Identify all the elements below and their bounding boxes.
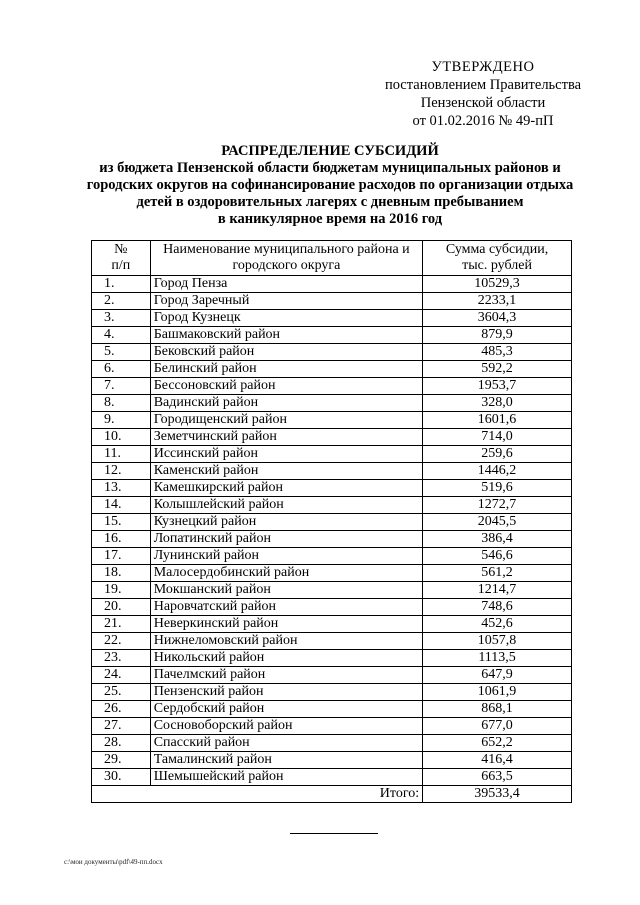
row-sum: 879,9 (423, 327, 572, 344)
total-label: Итого: (92, 786, 423, 803)
header-sum-line-2: тыс. рублей (462, 258, 532, 273)
row-sum: 868,1 (423, 701, 572, 718)
row-number: 6. (92, 361, 151, 378)
row-sum: 748,6 (423, 599, 572, 616)
table-row (92, 718, 572, 735)
row-name: Сердобский район (150, 701, 422, 718)
table-row (92, 633, 572, 650)
table-row (92, 531, 572, 548)
row-sum: 485,3 (423, 344, 572, 361)
row-sum: 416,4 (423, 752, 572, 769)
row-name: Иссинский район (150, 446, 422, 463)
table-body (92, 276, 572, 786)
subsidy-table (91, 240, 572, 803)
table-footer (92, 786, 572, 803)
row-sum: 1113,5 (423, 650, 572, 667)
table-row (92, 752, 572, 769)
heading-line-1: из бюджета Пензенской области бюджетам муниципальных районов и (99, 160, 561, 176)
header-name (150, 241, 422, 276)
row-number: 19. (92, 582, 151, 599)
row-sum: 1601,6 (423, 412, 572, 429)
row-name: Городищенский район (150, 412, 422, 429)
row-number: 27. (92, 718, 151, 735)
row-number: 22. (92, 633, 151, 650)
row-sum: 1953,7 (423, 378, 572, 395)
table-row (92, 599, 572, 616)
row-name: Никольский район (150, 650, 422, 667)
row-number: 13. (92, 480, 151, 497)
row-number: 7. (92, 378, 151, 395)
approval-stamp (378, 58, 588, 130)
header-row (92, 241, 572, 276)
table-row (92, 344, 572, 361)
approval-title: УТВЕРЖДЕНО (431, 59, 535, 75)
row-number: 18. (92, 565, 151, 582)
document-heading (60, 143, 600, 228)
header-name-line-2: городского округа (232, 258, 341, 273)
signature-line (290, 833, 378, 834)
row-name: Лопатинский район (150, 531, 422, 548)
row-sum: 1061,9 (423, 684, 572, 701)
table-row (92, 327, 572, 344)
table-row (92, 735, 572, 752)
row-sum: 2045,5 (423, 514, 572, 531)
row-number: 10. (92, 429, 151, 446)
row-sum: 663,5 (423, 769, 572, 786)
row-name: Сосновоборский район (150, 718, 422, 735)
row-number: 1. (92, 276, 151, 293)
row-number: 2. (92, 293, 151, 310)
table-row (92, 480, 572, 497)
table-row (92, 412, 572, 429)
row-sum: 519,6 (423, 480, 572, 497)
table-row (92, 293, 572, 310)
row-number: 4. (92, 327, 151, 344)
row-name: Мокшанский район (150, 582, 422, 599)
row-number: 11. (92, 446, 151, 463)
row-number: 5. (92, 344, 151, 361)
row-sum: 1272,7 (423, 497, 572, 514)
document-title: РАСПРЕДЕЛЕНИЕ СУБСИДИЙ (221, 143, 439, 159)
row-name: Земетчинский район (150, 429, 422, 446)
row-number: 21. (92, 616, 151, 633)
table-row (92, 463, 572, 480)
row-name: Наровчатский район (150, 599, 422, 616)
header-number-line-2: п/п (111, 258, 131, 273)
table-row (92, 565, 572, 582)
row-name: Тамалинский район (150, 752, 422, 769)
row-number: 20. (92, 599, 151, 616)
row-name: Колышлейский район (150, 497, 422, 514)
file-path: c:\мои документы\pdf\49-пп.docx (64, 858, 163, 866)
row-name: Пензенский район (150, 684, 422, 701)
header-name-line-1: Наименование муниципального района и (163, 242, 410, 257)
row-number: 26. (92, 701, 151, 718)
row-number: 30. (92, 769, 151, 786)
row-name: Лунинский район (150, 548, 422, 565)
approval-line-3: от 01.02.2016 № 49-пП (412, 113, 554, 129)
row-number: 23. (92, 650, 151, 667)
row-sum: 2233,1 (423, 293, 572, 310)
row-name: Неверкинский район (150, 616, 422, 633)
header-sum (423, 241, 572, 276)
row-name: Бессоновский район (150, 378, 422, 395)
header-number-line-1: № (114, 242, 128, 257)
row-name: Кузнецкий район (150, 514, 422, 531)
row-sum: 561,2 (423, 565, 572, 582)
row-name: Спасский район (150, 735, 422, 752)
approval-line-2: Пензенской области (420, 95, 546, 111)
table-row (92, 701, 572, 718)
row-sum: 647,9 (423, 667, 572, 684)
row-number: 28. (92, 735, 151, 752)
row-number: 16. (92, 531, 151, 548)
row-name: Город Пенза (150, 276, 422, 293)
row-name: Белинский район (150, 361, 422, 378)
row-name: Город Кузнецк (150, 310, 422, 327)
row-name: Камешкирский район (150, 480, 422, 497)
row-number: 25. (92, 684, 151, 701)
heading-line-4: в каникулярное время на 2016 год (217, 211, 443, 227)
row-sum: 714,0 (423, 429, 572, 446)
total-sum: 39533,4 (423, 786, 572, 803)
table-row (92, 378, 572, 395)
row-sum: 259,6 (423, 446, 572, 463)
table-row (92, 667, 572, 684)
table-row (92, 497, 572, 514)
header-sum-line-1: Сумма субсидии, (445, 242, 549, 257)
row-sum: 1446,2 (423, 463, 572, 480)
row-name: Каменский район (150, 463, 422, 480)
row-sum: 328,0 (423, 395, 572, 412)
row-name: Башмаковский район (150, 327, 422, 344)
row-sum: 452,6 (423, 616, 572, 633)
row-number: 9. (92, 412, 151, 429)
table-row (92, 684, 572, 701)
row-sum: 1214,7 (423, 582, 572, 599)
total-row (92, 786, 572, 803)
row-name: Бековский район (150, 344, 422, 361)
row-name: Шемышейский район (150, 769, 422, 786)
table-row (92, 769, 572, 786)
table-header (92, 241, 572, 276)
table-row (92, 616, 572, 633)
table-row (92, 514, 572, 531)
row-sum: 677,0 (423, 718, 572, 735)
row-number: 24. (92, 667, 151, 684)
table-row (92, 446, 572, 463)
heading-line-2: городских округов на софинансирование расходов по организации отдыха (86, 177, 574, 193)
table-row (92, 310, 572, 327)
row-sum: 1057,8 (423, 633, 572, 650)
table-row (92, 429, 572, 446)
row-number: 3. (92, 310, 151, 327)
header-number (92, 241, 151, 276)
row-number: 17. (92, 548, 151, 565)
table-row (92, 582, 572, 599)
table-row (92, 395, 572, 412)
table-row (92, 548, 572, 565)
table-row (92, 361, 572, 378)
approval-line-1: постановлением Правительства (384, 77, 582, 93)
row-number: 12. (92, 463, 151, 480)
row-name: Пачелмский район (150, 667, 422, 684)
heading-line-3: детей в оздоровительных лагерях с дневным пребыванием (136, 194, 524, 210)
row-sum: 592,2 (423, 361, 572, 378)
row-sum: 3604,3 (423, 310, 572, 327)
row-sum: 652,2 (423, 735, 572, 752)
row-name: Нижнеломовский район (150, 633, 422, 650)
row-sum: 386,4 (423, 531, 572, 548)
row-number: 8. (92, 395, 151, 412)
row-number: 29. (92, 752, 151, 769)
row-number: 15. (92, 514, 151, 531)
row-sum: 546,6 (423, 548, 572, 565)
table-row (92, 650, 572, 667)
row-name: Малосердобинский район (150, 565, 422, 582)
row-name: Вадинский район (150, 395, 422, 412)
row-sum: 10529,3 (423, 276, 572, 293)
row-number: 14. (92, 497, 151, 514)
table-row (92, 276, 572, 293)
row-name: Город Заречный (150, 293, 422, 310)
